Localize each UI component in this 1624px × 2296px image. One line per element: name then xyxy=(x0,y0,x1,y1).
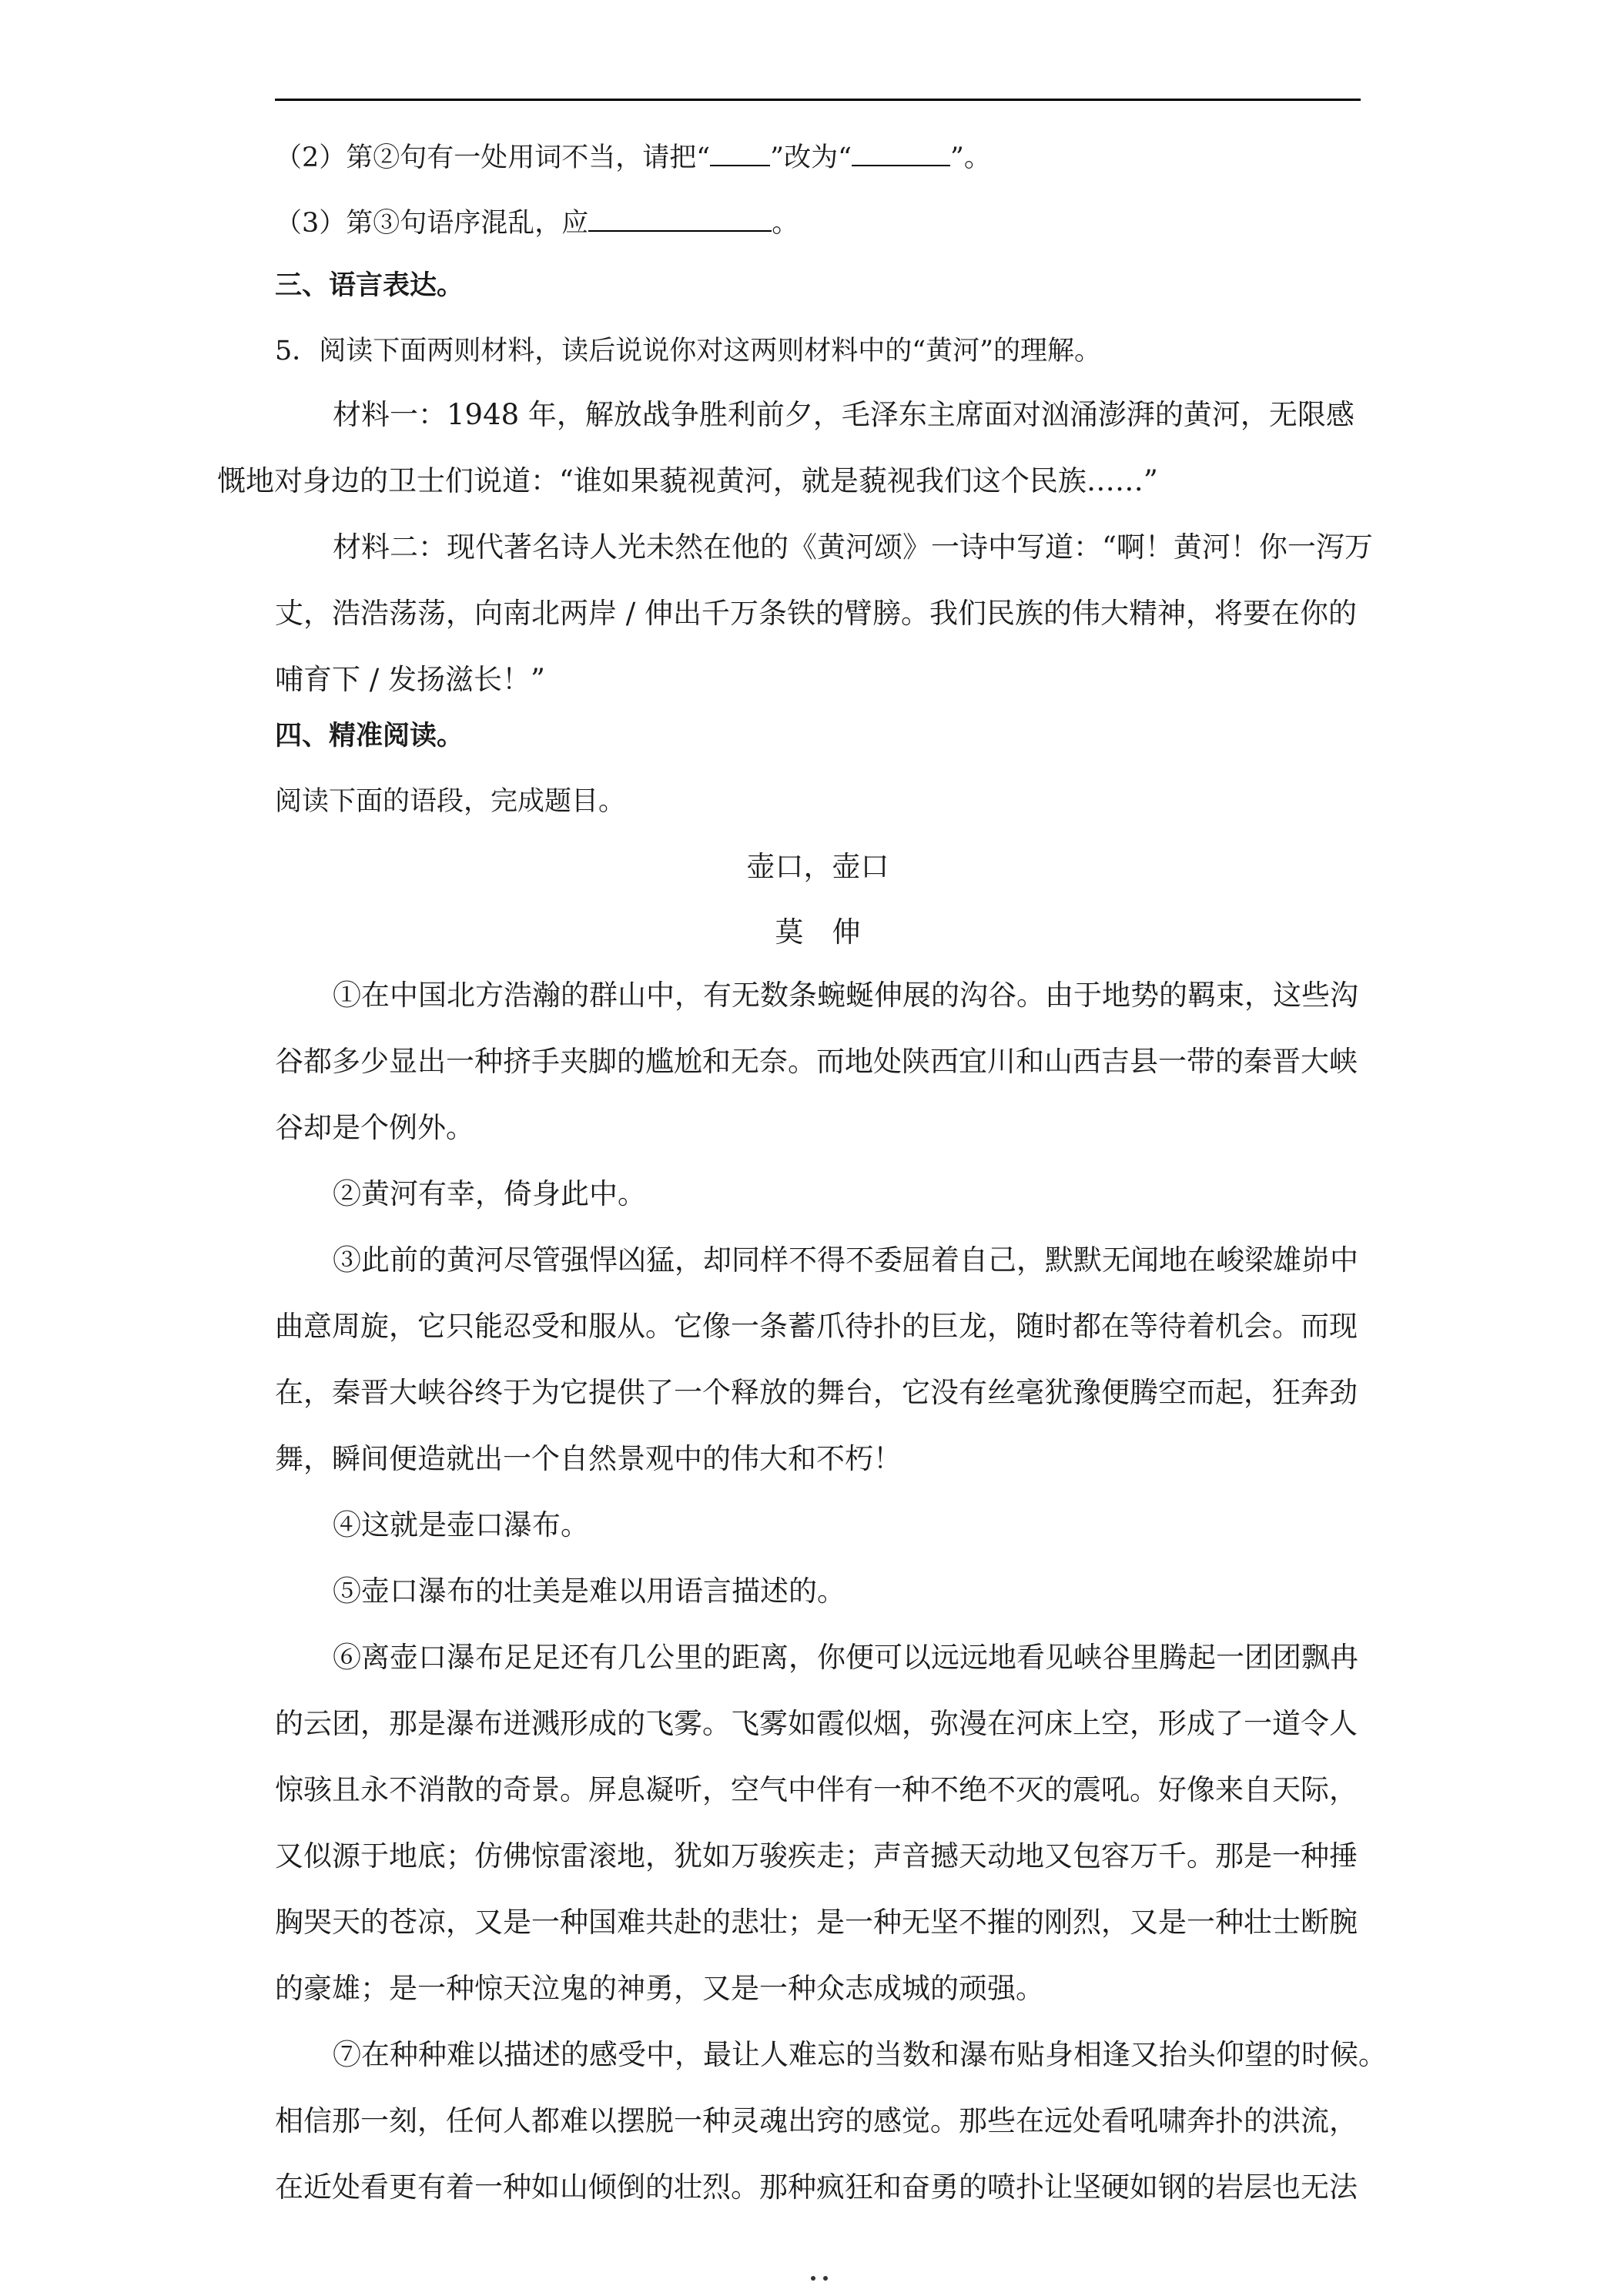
question-5: 5．阅读下面两则材料，读后说说你对这两则材料中的“黄河”的理解。 xyxy=(275,336,1102,366)
article-paragraph: ①在中国北方浩瀚的群山中，有无数条蜿蜒伸展的沟谷。由于地势的羁束，这些沟 谷都多少显出一种挤手夹脚的尴尬和无奈。而地处陕西宜川和山西吉县一带的秦晋大峡 谷却是个例外。 xyxy=(275,979,1358,1144)
question-2 xyxy=(275,137,991,176)
article-paragraph: ②黄河有幸，倚身此中。 xyxy=(333,1177,646,1210)
page-marker-dot xyxy=(823,2276,828,2281)
question-3 xyxy=(275,202,799,242)
q3-text-prefix: （3）第③句语序混乱，应 xyxy=(275,208,589,239)
q2-text-mid: ”改为“ xyxy=(770,142,852,173)
article-title: 壶口，壶口 xyxy=(746,850,889,883)
article-paragraph: ⑥离壶口瀑布足足还有几公里的距离，你便可以远远地看见峡谷里腾起一团团飘冉 的云团，那是瀑布迸溅形成的飞雾。飞雾如霞似烟，弥漫在河床上空，形成了一道令人 惊骇且永不消散的奇景。屏息凝听，空气中伴有一种不绝不灭的震吼。好像来自天际， 又似源于地底；仿佛惊雷滚地，犹如万骏疾走；声音撼天动地又包容万千。那是一种捶 胸哭天的苍凉，又是一种国难共赴的悲壮；是一种无坚不摧的刚烈，又是一种壮士断腕 的豪雄；是一种惊天泣鬼的神勇，又是一种众志成城的顽强。 xyxy=(275,1641,1358,2005)
page-marker-dot xyxy=(811,2276,815,2281)
answer-blank[interactable] xyxy=(710,137,770,166)
q2-text-suffix: ”。 xyxy=(949,142,991,173)
reading-instruction: 阅读下面的语段，完成题目。 xyxy=(275,786,626,817)
material-2: 材料二：现代著名诗人光未然在他的《黄河颂》一诗中写道：“啊！黄河！你一泻万 丈，浩浩荡荡，向南北两岸 / 伸出千万条铁的臂膀。我们民族的伟大精神，将要在你的 哺育下 / 发扬滋长！” xyxy=(275,530,1373,696)
section-heading: 三、语言表达。 xyxy=(275,269,464,301)
section-heading: 四、精准阅读。 xyxy=(275,720,464,751)
article-paragraph: ⑦在种种难以描述的感受中，最让人难忘的当数和瀑布贴身相逢又抬头仰望的时候。 相信那一刻，任何人都难以摆脱一种灵魂出窍的感觉。那些在远处看吼啸奔扑的洪流， 在近处看更有着一种如山倾倒的壮烈。那种疯狂和奋勇的喷扑让坚硬如钢的岩层也无法 xyxy=(275,2038,1387,2204)
article-paragraph: ③此前的黄河尽管强悍凶猛，却同样不得不委屈着自己，默默无闻地在峻梁雄峁中 曲意周旋，它只能忍受和服从。它像一条蓄爪待扑的巨龙，随时都在等待着机会。而现 在，秦晋大峡谷终于为它提供了一个释放的舞台，它没有丝毫犹豫便腾空而起，狂奔劲 舞，瞬间便造就出一个自然景观中的伟大和不朽！ xyxy=(275,1243,1358,1475)
article-paragraph: ④这就是壶口瀑布。 xyxy=(333,1508,589,1541)
header-rule xyxy=(275,99,1361,101)
article-paragraph: ⑤壶口瀑布的壮美是难以用语言描述的。 xyxy=(333,1575,845,1608)
article-author: 莫 伸 xyxy=(775,915,861,949)
answer-blank[interactable] xyxy=(852,137,950,166)
material-1: 材料一：1948 年，解放战争胜利前夕，毛泽东主席面对汹涌澎湃的黄河，无限感 慨地对身边的卫士们说道：“谁如果藐视黄河，就是藐视我们这个民族……” xyxy=(217,398,1354,497)
q3-text-suffix: 。 xyxy=(772,208,799,239)
answer-blank[interactable] xyxy=(588,202,772,232)
q2-text-prefix: （2）第②句有一处用词不当，请把“ xyxy=(275,142,711,173)
